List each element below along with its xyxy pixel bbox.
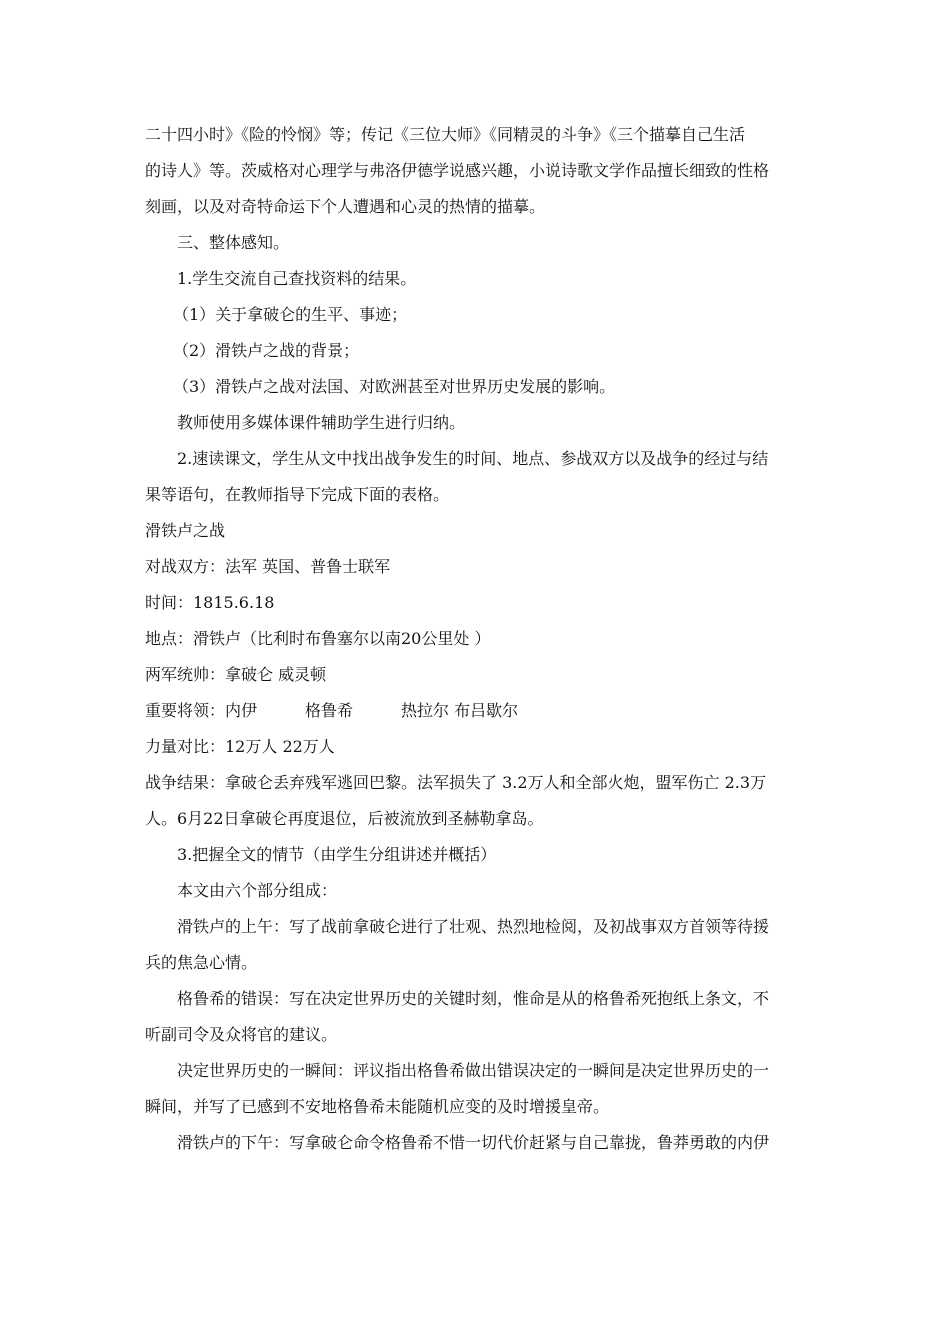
- text-line: 滑铁卢的上午：写了战前拿破仑进行了壮观、热烈地检阅，及初战事双方首领等待援: [177, 917, 770, 936]
- text-line: 瞬间，并写了已感到不安地格鲁希未能随机应变的及时增援皇帝。: [145, 1097, 610, 1116]
- text-line: 滑铁卢之战: [145, 521, 226, 540]
- text-block-2: [145, 729, 810, 1161]
- text-line: 两军统帅：拿破仑 威灵顿: [145, 665, 327, 684]
- text-line: 二十四小时》《险的怜悯》等；传记《三位大师》《同精灵的斗争》《三个描摹自己生活: [145, 125, 746, 144]
- text-line: 教师使用多媒体课件辅助学生进行归纳。: [177, 413, 466, 432]
- generals-label: 重要将领：内伊: [145, 701, 258, 720]
- text-line: （3）滑铁卢之战对法国、对欧洲甚至对世界历史发展的影响。: [173, 377, 616, 396]
- text-line: 的诗人》等。茨威格对心理学与弗洛伊德学说感兴趣，小说诗歌文学作品擅长细致的性格: [145, 161, 770, 180]
- text-line: 时间：1815.6.18: [145, 593, 275, 612]
- text-block-1: [145, 117, 810, 693]
- text-line: 战争结果：拿破仑丢弃残军逃回巴黎。法军损失了 3.2万人和全部火炮，盟军伤亡 2.3万: [145, 773, 767, 792]
- text-line: 滑铁卢的下午：写拿破仑命令格鲁希不惜一切代价赶紧与自己靠拢，鲁莽勇敢的内伊: [177, 1133, 770, 1152]
- text-line: 对战双方：法军 英国、普鲁士联军: [145, 557, 391, 576]
- text-line: 刻画，以及对奇特命运下个人遭遇和心灵的热情的描摹。: [145, 197, 546, 216]
- text-line: 人。6月22日拿破仑再度退位，后被流放到圣赫勒拿岛。: [145, 809, 544, 828]
- generals-name-3: 热拉尔 布吕歇尔: [401, 701, 519, 720]
- text-line: 力量对比：12万人 22万人: [145, 737, 335, 756]
- text-line: 地点：滑铁卢（比利时布鲁塞尔以南20公里处 ）: [145, 629, 491, 648]
- text-line: 格鲁希的错误：写在决定世界历史的关键时刻，惟命是从的格鲁希死抱纸上条文，不: [177, 989, 770, 1008]
- text-line: 听副司令及众将官的建议。: [145, 1025, 338, 1044]
- text-line: 3.把握全文的情节（由学生分组讲述并概括）: [177, 845, 497, 864]
- generals-line: [145, 693, 810, 729]
- text-line: 决定世界历史的一瞬间：评议指出格鲁希做出错误决定的一瞬间是决定世界历史的一: [177, 1061, 770, 1080]
- generals-name-2: 格鲁希: [305, 701, 354, 720]
- text-line: 1.学生交流自己查找资料的结果。: [177, 269, 417, 288]
- text-line: （1）关于拿破仑的生平、事迹；: [173, 305, 408, 324]
- text-line: 三、整体感知。: [177, 233, 290, 252]
- text-line: 2.速读课文，学生从文中找出战争发生的时间、地点、参战双方以及战争的经过与结: [177, 449, 769, 468]
- text-line: 果等语句，在教师指导下完成下面的表格。: [145, 485, 450, 504]
- document-page: [145, 117, 810, 1161]
- text-line: 本文由六个部分组成：: [177, 881, 338, 900]
- text-line: （2）滑铁卢之战的背景；: [173, 341, 360, 360]
- text-line: 兵的焦急心情。: [145, 953, 258, 972]
